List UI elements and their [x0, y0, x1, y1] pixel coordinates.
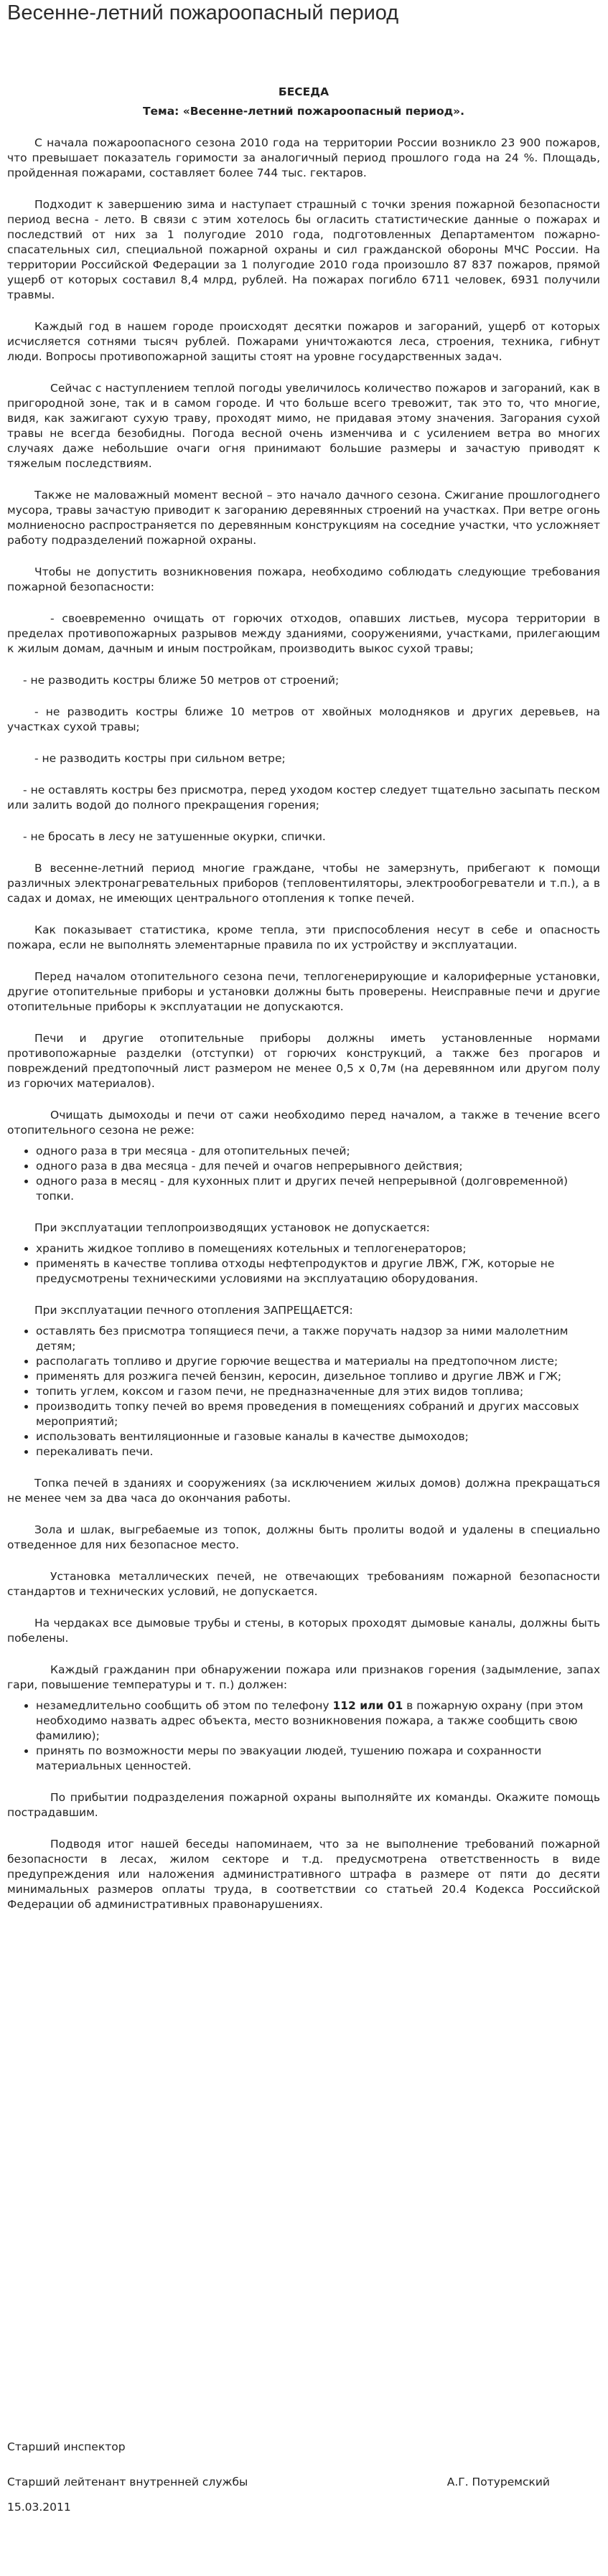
call-text-before: незамедлительно сообщить об этом по телефону: [36, 1699, 333, 1712]
list-item: • производить топку печей во время проведения в помещениях собраний и других массовых мероприятий;: [36, 1399, 600, 1429]
list-item: • одного раза в месяц - для кухонных плит и других печей непрерывной (долговременной) топки.: [36, 1174, 600, 1204]
paragraph-statistics-season: С начала пожароопасного сезона 2010 года на территории России возникло 23 900 пожаров, что превышает показатель горимости за аналогичный период прошлого года на 24 %. Площадь, пройденная пожарами, составляет более 744 тыс. гектаров.: [7, 136, 600, 179]
rule-fire-wind: - не разводить костры при сильном ветре;: [34, 752, 286, 765]
paragraph-summary: Подводя итог нашей беседы напоминаем, что за не выполнение требований пожарной безопасности в лесах, жилом секторе и т.д. предусмотрена ответственность в виде предупреждения или наложения административного штрафа в размере от пяти до десяти минимальных размеров оплаты труда, в соответствии со статьей 20.4 Кодекса Российской Федерации об административных правонарушениях.: [7, 1838, 600, 1911]
list-item: • топить углем, коксом и газом печи, не предназначенные для этих видов топлива;: [36, 1384, 600, 1399]
paragraph-heaters: В весенне-летний период многие граждане, чтобы не замерзнуть, прибегают к помощи различных электронагревательных приборов (тепловентиляторы, электрообогреватели и т.п.), а в садах и домах, не имеющих центрального отопления к топке печей.: [7, 862, 600, 905]
list-item: • принять по возможности меры по эвакуации людей, тушению пожара и сохранности материальных ценностей.: [36, 1744, 600, 1774]
article-subheading: Тема: «Весенне-летний пожароопасный период».: [142, 105, 465, 118]
paragraph-heater-danger: Как показывает статистика, кроме тепла, эти приспособления несут в себе и опасность пожара, если не выполнять элементарные правила по их устройству и эксплуатации.: [7, 923, 600, 951]
paragraph-warm-weather: Сейчас с наступлением теплой погоды увеличилось количество пожаров и загораний, как в пригородной зоне, так и в самом городе. И что больше всего тревожит, так это то, что многие, видя, как зажигают сухую траву, проходят мимо, не придавая этому значения. Загорания сухой травы не всегда безобидны. Погода весной очень изменчива и с усилением ветра во многих случаях даже небольшие очаги огня принимают большие размеры и зачастую приводят к тяжелым последствиям.: [7, 382, 600, 470]
list-item: • одного раза в три месяца - для отопительных печей;: [36, 1144, 600, 1159]
list-item: • перекаливать печи.: [36, 1444, 600, 1459]
paragraph-citizen-duty: Каждый гражданин при обнаружении пожара или признаков горения (задымление, запах гари, повышение температуры и т. п.) должен:: [7, 1663, 600, 1691]
paragraph-chimney-cleaning: Очищать дымоходы и печи от сажи необходимо перед началом, а также в течение всего отопительного сезона не реже:: [7, 1109, 600, 1137]
paragraph-city-fires: Каждый год в нашем городе происходят десятки пожаров и загораний, ущерб от которых исчисляется сотнями тысяч рублей. Пожарами уничтожаются леса, строения, техника, гибнут люди. Вопросы противопожарной защиты стоят на уровне государственных задач.: [7, 320, 600, 363]
signature-rank: Старший лейтенант внутренней службы: [7, 2476, 248, 2488]
paragraph-requirements-intro: Чтобы не допустить возникновения пожара, необходимо соблюдать следующие требования пожарной безопасности:: [7, 565, 600, 593]
paragraph-stove-prohibited: При эксплуатации печного отопления ЗАПРЕЩАЕТСЯ:: [34, 1304, 353, 1317]
paragraph-stove-stop: Топка печей в зданиях и сооружениях (за исключением жилых домов) должна прекращаться не менее чем за два часа до окончания работы.: [7, 1477, 600, 1505]
list-item: • использовать вентиляционные и газовые каналы в качестве дымоходов;: [36, 1429, 600, 1444]
list-item: • применять для розжига печей бензин, керосин, дизельное топливо и другие ЛВЖ и ГЖ;: [36, 1369, 600, 1384]
signature-role: Старший инспектор: [7, 2440, 126, 2453]
article-heading: БЕСЕДА: [278, 85, 329, 98]
page-title: Весенне-летний пожароопасный период: [7, 1, 399, 24]
signature-name: А.Г. Потуремский: [446, 2476, 550, 2488]
paragraph-heat-installations: При эксплуатации теплопроизводящих установок не допускается:: [34, 1221, 430, 1234]
list-item: • располагать топливо и другие горючие вещества и материалы на предтопочном листе;: [36, 1354, 600, 1369]
paragraph-attic: На чердаках все дымовые трубы и стены, в которых проходят дымовые каналы, должны быть побелены.: [7, 1617, 600, 1645]
rule-cigarettes: - не бросать в лесу не затушенные окурки, спички.: [23, 830, 326, 843]
signature-date: 15.03.2011: [7, 2501, 71, 2514]
article-body: [7, 85, 600, 1929]
list-item: [36, 1698, 600, 1744]
list-item: • одного раза в два месяца - для печей и очагов непрерывного действия;: [36, 1159, 600, 1174]
list-cleaning-frequency: [7, 1144, 600, 1204]
list-item: • оставлять без присмотра топящиеся печи, а также поручать надзор за ними малолетним детям;: [36, 1324, 600, 1354]
list-citizen-actions: [7, 1698, 600, 1774]
paragraph-statistics-halfyear: Подходит к завершению зима и наступает страшный с точки зрения пожарной безопасности период весна - лето. В связи с этим хотелось бы огласить статистические данные о пожарах и последствий от них за 1 полугодие 2010 года, подготовленных Департаментом пожарно-спасательных сил, специальной пожарной охраны и сил гражданской обороны МЧС России. На территории Российской Федерации за 1 полугодие 2010 года произошло 87 837 пожаров, прямой ущерб от которых составил 8,4 млрд, рублей. На пожарах погибло 6711 человек, 6931 получили травмы.: [7, 198, 600, 301]
list-heat-installations: [7, 1241, 600, 1287]
paragraph-ash: Зола и шлак, выгребаемые из топок, должны быть пролиты водой и удалены в специально отведенное для них безопасное место.: [7, 1523, 600, 1551]
paragraph-fire-brigade: По прибытии подразделения пожарной охраны выполняйте их команды. Окажите помощь пострадавшим.: [7, 1791, 600, 1819]
emergency-phone: 112 или 01: [332, 1699, 403, 1712]
rule-fire-unattended: - не оставлять костры без присмотра, перед уходом костер следует тщательно засыпать песком или залить водой до полного прекращения горения;: [7, 784, 600, 812]
paragraph-metal-stoves: Установка металлических печей, не отвечающих требованиям пожарной безопасности стандартов и технических условий, не допускается.: [7, 1570, 600, 1598]
paragraph-dacha-season: Также не маловажный момент весной – это начало дачного сезона. Сжигание прошлогоднего мусора, травы зачастую приводит к загоранию деревянных строений на участках. При ветре огонь молниеносно распространяется по деревянным конструкциям на соседние участки, что усложняет работу подразделений пожарной охраны.: [7, 489, 600, 547]
list-stove-prohibited: [7, 1324, 600, 1459]
paragraph-heating-season: Перед началом отопительного сезона печи, теплогенерирующие и калориферные установки, другие отопительные приборы и установки должны быть проверены. Неисправные печи и другие отопительные приборы к эксплуатации не допускаются.: [7, 970, 600, 1013]
call-text-after: в пожарную охрану (при этом необходимо назвать адрес объекта, место возникновения пожара, а также сообщить свою фамилию);: [36, 1699, 584, 1742]
rule-fire-distance-trees: - не разводить костры ближе 10 метров от хвойных молодняков и других деревьев, на участках сухой травы;: [7, 705, 600, 733]
list-item: • хранить жидкое топливо в помещениях котельных и теплогенераторов;: [36, 1241, 600, 1256]
list-item: • применять в качестве топлива отходы нефтепродуктов и другие ЛВЖ, ГЖ, которые не предусмотрены техническими условиями на эксплуатацию оборудования.: [36, 1256, 600, 1287]
paragraph-stove-clearance: Печи и другие отопительные приборы должны иметь установленные нормами противопожарные разделки (отступки) от горючих конструкций, а также без прогаров и повреждений предтопочный лист размером не менее 0,5 х 0,7м (на деревянном или другом полу из горючих материалов).: [7, 1032, 600, 1090]
rule-fire-distance-buildings: - не разводить костры ближе 50 метров от строений;: [23, 674, 340, 687]
rule-clean-territory: - своевременно очищать от горючих отходов, опавших листьев, мусора территории в пределах противопожарных разрывов между зданиями, сооружениями, участками, прилегающим к жилым домам, дачным и иным постройкам, производить выкос сухой травы;: [7, 612, 600, 655]
signature-block: [7, 2440, 600, 2525]
